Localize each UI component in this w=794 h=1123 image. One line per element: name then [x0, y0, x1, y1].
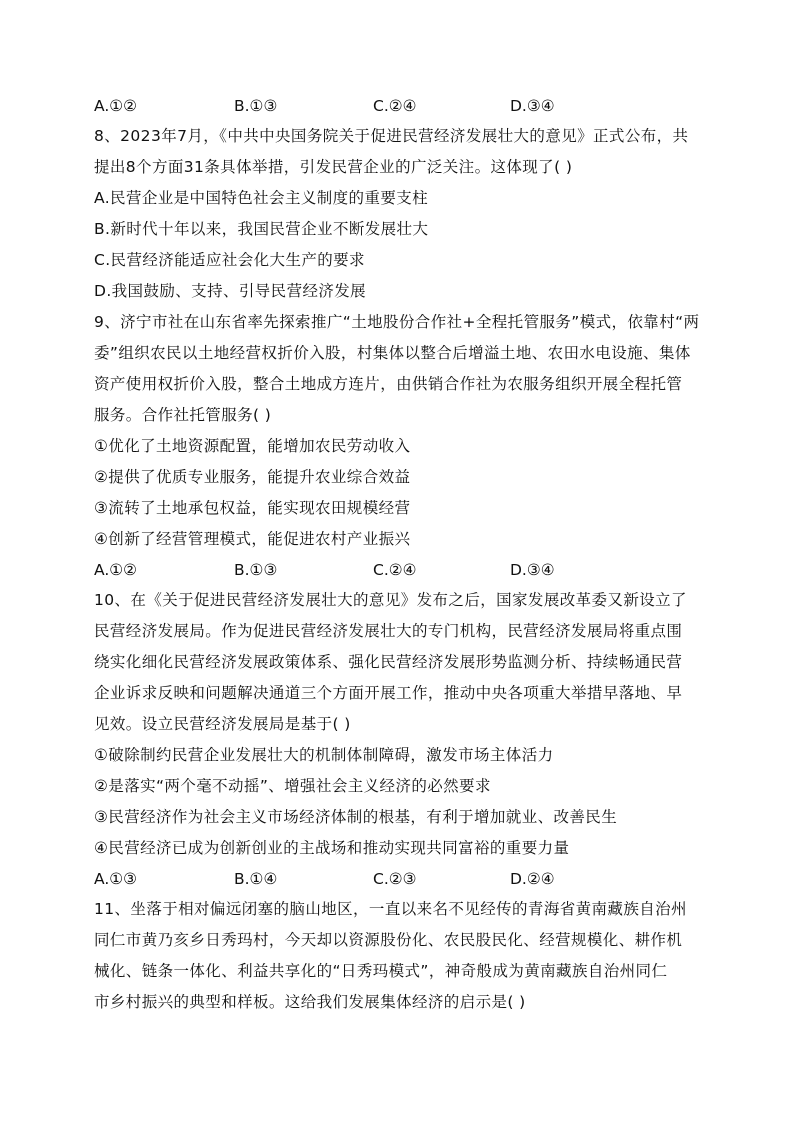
q7-choice-c: C.②④: [373, 97, 417, 115]
q10-stem-line-1: 10、在《关于促进民营经济发展壮大的意见》发布之后，国家发展改革委又新设立了: [94, 591, 687, 609]
q9-stem-line-1: 9、济宁市社在山东省率先探索推广“土地股份合作社+全程托管服务”模式，依靠村“两: [94, 313, 700, 331]
q8-stem-line-2: 提出8个方面31条具体举措，引发民营企业的广泛关注。这体现了( ): [94, 158, 573, 176]
q7-choice-b: B.①③: [234, 97, 278, 115]
q10-statement-2: ②是落实“两个毫不动摇”、增强社会主义经济的必然要求: [94, 777, 491, 795]
q10-stem-line-3: 绕实化细化民营经济发展政策体系、强化民营经济发展形势监测分析、持续畅通民营: [94, 653, 683, 671]
q8-stem-line-1: 8、2023年7月，《中共中央国务院关于促进民营经济发展壮大的意见》正式公布，共: [94, 127, 689, 145]
q9-statement-2: ②提供了优质专业服务，能提升农业综合效益: [94, 468, 411, 486]
q9-stem-line-3: 资产使用权折价入股，整合土地成方连片，由供销合作社为农服务组织开展全程托管: [94, 375, 683, 393]
q8-option-c: C.民营经济能适应社会化大生产的要求: [94, 251, 365, 269]
q10-choice-b: B.①④: [234, 870, 278, 888]
q11-stem-line-3: 械化、链条一体化、利益共享化的“日秀玛模式”，神奇般成为黄南藏族自治州同仁: [94, 962, 668, 980]
q9-statement-4: ④创新了经营管理模式，能促进农村产业振兴: [94, 530, 411, 548]
q9-choice-b: B.①③: [234, 561, 278, 579]
q9-stem-line-2: 委”组织农民以土地经营权折价入股，村集体以整合后增溢土地、农田水电设施、集体: [94, 344, 691, 362]
q9-statement-3: ③流转了土地承包权益，能实现农田规模经营: [94, 499, 411, 517]
q8-option-b: B.新时代十年以来，我国民营企业不断发展壮大: [94, 220, 429, 238]
q7-choice-d: D.③④: [510, 97, 555, 115]
q10-choices: [94, 869, 714, 889]
q7-choices: [94, 96, 714, 116]
q11-stem-line-4: 市乡村振兴的典型和样板。这给我们发展集体经济的启示是( ): [94, 993, 526, 1011]
q10-stem-line-2: 民营经济发展局。作为促进民营经济发展壮大的专门机构，民营经济发展局将重点围: [94, 622, 683, 640]
q10-choice-a: A.①③: [94, 870, 138, 888]
q8-option-a: A.民营企业是中国特色社会主义制度的重要支柱: [94, 189, 429, 207]
q10-stem-line-5: 见效。设立民营经济发展局是基于( ): [94, 715, 351, 733]
q7-choice-a: A.①②: [94, 97, 138, 115]
q10-choice-c: C.②③: [373, 870, 417, 888]
q11-stem-line-1: 11、坐落于相对偏远闭塞的脑山地区，一直以来名不见经传的青海省黄南藏族自治州: [94, 900, 687, 918]
q9-choice-a: A.①②: [94, 561, 138, 579]
q9-stem-line-4: 服务。合作社托管服务( ): [94, 406, 272, 424]
q10-statement-4: ④民营经济已成为创新创业的主战场和推动实现共同富裕的重要力量: [94, 839, 570, 857]
q9-choice-d: D.③④: [510, 561, 555, 579]
q8-option-d: D.我国鼓励、支持、引导民营经济发展: [94, 282, 367, 300]
q9-choice-c: C.②④: [373, 561, 417, 579]
q10-choice-d: D.②④: [510, 870, 555, 888]
q9-statement-1: ①优化了土地资源配置，能增加农民劳动收入: [94, 437, 411, 455]
q10-stem-line-4: 企业诉求反映和问题解决通道三个方面开展工作，推动中央各项重大举措早落地、早: [94, 684, 683, 702]
q9-choices: [94, 560, 714, 580]
q10-statement-3: ③民营经济作为社会主义市场经济体制的根基，有利于增加就业、改善民生: [94, 808, 618, 826]
q11-stem-line-2: 同仁市黄乃亥乡日秀玛村，今天却以资源股份化、农民股民化、经营规模化、耕作机: [94, 931, 683, 949]
q10-statement-1: ①破除制约民营企业发展壮大的机制体制障碍，激发市场主体活力: [94, 746, 554, 764]
